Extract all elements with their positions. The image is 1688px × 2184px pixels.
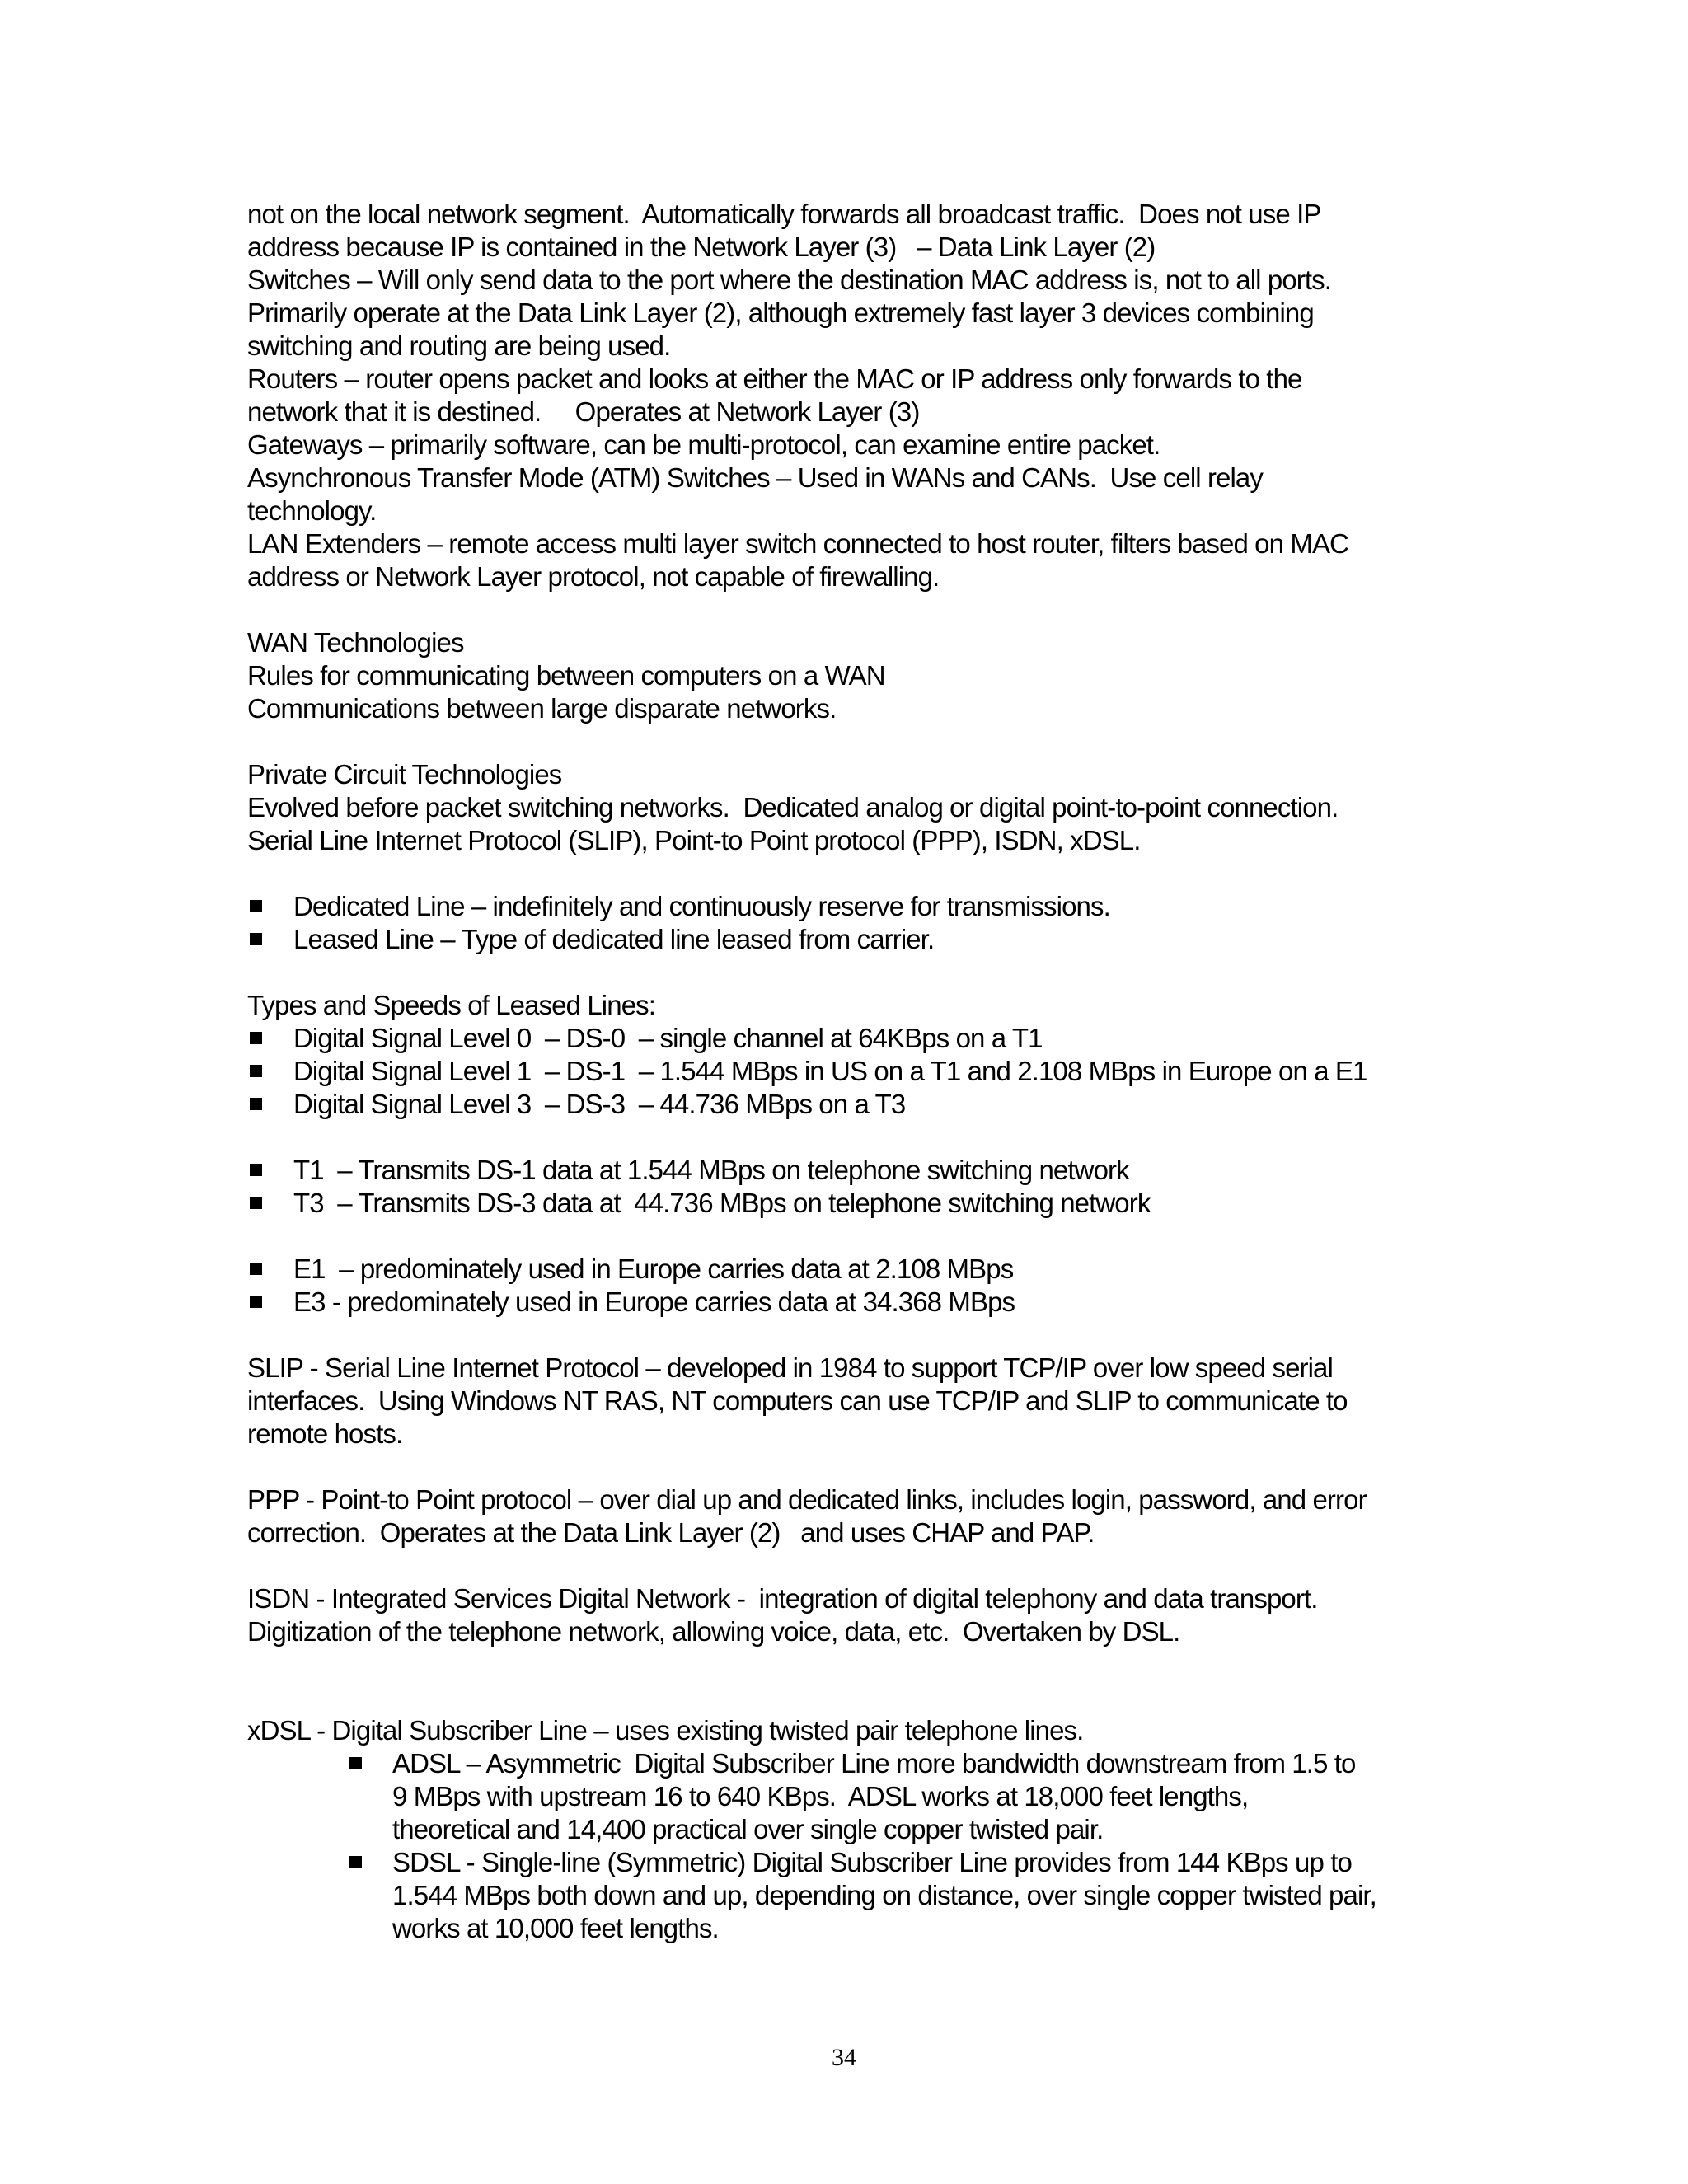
list-item: ADSL – Asymmetric Digital Subscriber Line more bandwidth downstream from 1.5 to 9 MBps with upstream 16 to 640 KBps. ADSL works at 18,000 feet lengths, theoretical and 14,400 practical over single copper twisted pair. xyxy=(247,1747,1451,1846)
text-line: Evolved before packet switching networks. Dedicated analog or digital point-to-point connection. xyxy=(247,792,1339,823)
spacer xyxy=(247,857,1451,890)
list-item: E3 - predominately used in Europe carries data at 34.368 MBps xyxy=(247,1286,1451,1319)
square-bullet-icon xyxy=(250,1296,262,1308)
section-heading: Types and Speeds of Leased Lines: xyxy=(247,990,656,1020)
text-line: remote hosts. xyxy=(247,1418,403,1449)
text-line: Switches – Will only send data to the port where the destination MAC address is, not to all ports. xyxy=(247,265,1332,295)
text-line: SLIP - Serial Line Internet Protocol – developed in 1984 to support TCP/IP over low speed serial xyxy=(247,1352,1333,1383)
text-line: interfaces. Using Windows NT RAS, NT computers can use TCP/IP and SLIP to communicate to xyxy=(247,1385,1348,1416)
text-line: Asynchronous Transfer Mode (ATM) Switches – Used in WANs and CANs. Use cell relay xyxy=(247,462,1263,493)
text-line: Serial Line Internet Protocol (SLIP), Point-to Point protocol (PPP), ISDN, xDSL. xyxy=(247,825,1141,855)
section-heading: Private Circuit Technologies xyxy=(247,759,562,790)
text-line: Digitization of the telephone network, allowing voice, data, etc. Overtaken by DSL. xyxy=(247,1616,1180,1647)
text-line: Rules for communicating between computers on a WAN xyxy=(247,660,885,691)
list-item: Digital Signal Level 0 – DS-0 – single channel at 64KBps on a T1 xyxy=(247,1022,1451,1055)
spacer xyxy=(247,725,1451,758)
text-line: Communications between large disparate networks. xyxy=(247,693,837,724)
text-line: correction. Operates at the Data Link Layer (2) and uses CHAP and PAP. xyxy=(247,1517,1095,1548)
spacer xyxy=(247,593,1451,626)
text-line: network that it is destined. Operates at Network Layer (3) xyxy=(247,396,920,427)
list-item: SDSL - Single-line (Symmetric) Digital Subscriber Line provides from 144 KBps up to 1.544 MBps both down and up, depending on distance, over single copper twisted pair, works at 10,000 feet lengths. xyxy=(247,1846,1451,1945)
text-line: Routers – router opens packet and looks at either the MAC or IP address only forwards to the xyxy=(247,363,1302,394)
spacer xyxy=(247,1451,1451,1483)
list-item: Dedicated Line – indefinitely and continuously reserve for transmissions. xyxy=(247,890,1451,923)
text-line: address because IP is contained in the Network Layer (3) – Data Link Layer (2) xyxy=(247,232,1156,262)
square-bullet-icon xyxy=(250,933,262,945)
list-item: Leased Line – Type of dedicated line leased from carrier. xyxy=(247,923,1451,956)
e-carrier-list xyxy=(247,1253,1451,1319)
square-bullet-icon xyxy=(250,900,262,912)
xdsl-section xyxy=(247,1714,1451,1945)
text-line: PPP - Point-to Point protocol – over dial up and dedicated links, includes login, password, and error xyxy=(247,1484,1367,1515)
spacer xyxy=(247,956,1451,989)
text-line: switching and routing are being used. xyxy=(247,330,671,361)
section-heading: WAN Technologies xyxy=(247,627,464,658)
list-item: Digital Signal Level 3 – DS-3 – 44.736 MBps on a T3 xyxy=(247,1088,1451,1121)
list-item: Digital Signal Level 1 – DS-1 – 1.544 MBps in US on a T1 and 2.108 MBps in Europe on a E1 xyxy=(247,1055,1451,1088)
t-carrier-list xyxy=(247,1154,1451,1220)
square-bullet-icon xyxy=(250,1032,262,1044)
section-heading: xDSL - Digital Subscriber Line – uses existing twisted pair telephone lines. xyxy=(247,1715,1084,1746)
spacer xyxy=(247,1549,1451,1582)
text-line: Gateways – primarily software, can be multi-protocol, can examine entire packet. xyxy=(247,429,1160,460)
square-bullet-icon xyxy=(250,1098,262,1110)
line-types-list xyxy=(247,890,1451,956)
page-number: 34 xyxy=(832,2044,856,2071)
square-bullet-icon xyxy=(250,1065,262,1077)
text-line: ISDN - Integrated Services Digital Network - integration of digital telephony and data transport. xyxy=(247,1583,1318,1614)
text-line: not on the local network segment. Automatically forwards all broadcast traffic. Does not use IP xyxy=(247,199,1321,229)
slip-section xyxy=(247,1352,1451,1451)
square-bullet-icon xyxy=(349,1856,362,1868)
text-line: Primarily operate at the Data Link Layer (2), although extremely fast layer 3 devices combining xyxy=(247,298,1314,328)
list-item: T3 – Transmits DS-3 data at 44.736 MBps on telephone switching network xyxy=(247,1187,1451,1220)
spacer xyxy=(247,1121,1451,1154)
text-line: technology. xyxy=(247,495,377,526)
spacer xyxy=(247,1648,1451,1714)
square-bullet-icon xyxy=(349,1757,362,1769)
ppp-section xyxy=(247,1483,1451,1549)
text-line: LAN Extenders – remote access multi layer switch connected to host router, filters based on MAC xyxy=(247,528,1348,559)
square-bullet-icon xyxy=(250,1164,262,1176)
spacer xyxy=(247,1319,1451,1352)
text-line: address or Network Layer protocol, not capable of firewalling. xyxy=(247,561,940,592)
isdn-section xyxy=(247,1582,1451,1648)
spacer xyxy=(247,1220,1451,1253)
page-content xyxy=(247,198,1451,1945)
private-circuit-section xyxy=(247,758,1451,857)
list-item: T1 – Transmits DS-1 data at 1.544 MBps on telephone switching network xyxy=(247,1154,1451,1187)
leased-lines-section xyxy=(247,989,1451,1121)
network-devices-section xyxy=(247,198,1451,593)
square-bullet-icon xyxy=(250,1263,262,1275)
square-bullet-icon xyxy=(250,1197,262,1209)
list-item: E1 – predominately used in Europe carries data at 2.108 MBps xyxy=(247,1253,1451,1286)
wan-technologies-section xyxy=(247,626,1451,725)
